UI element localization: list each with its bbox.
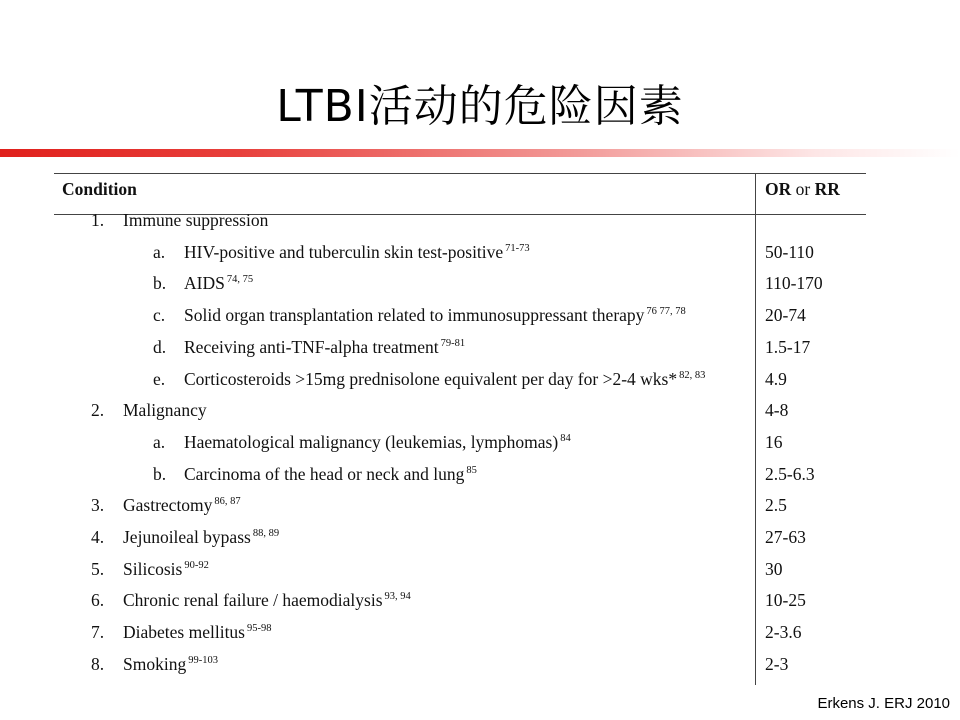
row-or-rr-value: 30 (765, 558, 783, 579)
reference-superscript: 86, 87 (214, 496, 241, 508)
table-row (54, 273, 866, 301)
reference-superscript: 99-103 (188, 654, 218, 666)
reference-superscript: 95-98 (247, 623, 272, 635)
row-or-rr-value: 1.5-17 (765, 336, 811, 357)
row-number: 2. (91, 400, 105, 421)
table-header (54, 173, 866, 215)
row-condition (123, 590, 411, 611)
condition-text: Gastrectomy (123, 495, 213, 516)
row-number: b. (153, 463, 167, 484)
table-row (54, 464, 866, 492)
table-row (54, 337, 866, 365)
table-row (54, 495, 866, 523)
slide-title: LTBI活动的危险因素 (276, 81, 684, 132)
reference-superscript: 76 77, 78 (646, 306, 686, 318)
reference-superscript: 82, 83 (679, 369, 706, 381)
row-or-rr-value: 27-63 (765, 527, 806, 547)
row-condition (184, 337, 465, 358)
header-or-joiner: or (791, 179, 815, 199)
row-condition (184, 242, 530, 263)
row-condition (123, 527, 279, 548)
header-condition: Condition (62, 179, 137, 199)
header-or: OR (765, 179, 792, 199)
row-or-rr-value: 4-8 (765, 400, 789, 421)
reference-superscript: 79-81 (440, 337, 466, 349)
source-citation: Erkens J. ERJ 2010 (817, 695, 950, 712)
condition-text: Solid organ transplantation related to immunosuppressant therapy (184, 305, 645, 326)
row-condition (123, 495, 241, 516)
condition-text: Carcinoma of the head or neck and lung (184, 463, 465, 484)
condition-text: AIDS (184, 273, 225, 294)
table-row (54, 210, 866, 238)
row-or-rr-value: 16 (765, 431, 783, 452)
reference-superscript: 90-92 (184, 559, 209, 571)
row-number: 3. (91, 495, 105, 516)
row-or-rr-value: 20-74 (765, 305, 806, 326)
condition-text: Smoking (123, 653, 187, 674)
row-number: 5. (91, 558, 105, 579)
row-condition (123, 559, 209, 580)
condition-text: HIV-positive and tuberculin skin test-positive (184, 241, 504, 262)
row-condition (123, 210, 268, 231)
row-condition (123, 622, 272, 643)
condition-text: Immune suppression (123, 210, 269, 230)
row-number: a. (153, 241, 166, 262)
row-number: 6. (91, 590, 105, 611)
condition-text: Corticosteroids >15mg prednisolone equivalent per day for >2-4 wks* (184, 368, 678, 389)
row-condition (123, 400, 207, 421)
row-or-rr-value: 2.5-6.3 (765, 463, 815, 484)
condition-text: Malignancy (123, 400, 207, 421)
row-condition (184, 273, 253, 294)
condition-text: Receiving anti-TNF-alpha treatment (184, 336, 439, 357)
row-number: 4. (91, 527, 105, 547)
condition-text: Chronic renal failure / haemodialysis (123, 590, 383, 611)
row-number: b. (153, 273, 167, 294)
row-number: 8. (91, 653, 105, 674)
row-or-rr-value: 2-3 (765, 653, 789, 674)
row-or-rr-value: 4.9 (765, 368, 787, 389)
row-condition (123, 654, 218, 675)
table-row (54, 432, 866, 460)
row-or-rr-value: 2-3.6 (765, 622, 802, 643)
condition-text: Silicosis (123, 558, 183, 579)
reference-superscript: 93, 94 (384, 591, 411, 603)
table-row (54, 242, 866, 270)
row-number: 7. (91, 622, 105, 643)
table-row (54, 654, 866, 682)
row-or-rr-value: 110-170 (765, 273, 823, 294)
row-condition (184, 369, 705, 390)
row-condition (184, 464, 477, 485)
condition-text: Jejunoileal bypass (123, 527, 251, 547)
row-number: e. (153, 368, 166, 389)
reference-superscript: 88, 89 (252, 528, 280, 539)
row-condition (184, 432, 571, 453)
row-number: c. (153, 305, 166, 326)
header-rr: RR (814, 179, 840, 199)
condition-text: Haematological malignancy (leukemias, lymphomas) (184, 431, 559, 452)
table-row (54, 590, 866, 618)
row-or-rr-value: 50-110 (765, 241, 814, 262)
title-divider-rule (0, 149, 960, 157)
table-row (54, 400, 866, 428)
reference-superscript: 74, 75 (226, 274, 254, 286)
condition-text: Diabetes mellitus (123, 622, 245, 643)
table-row (54, 622, 866, 650)
reference-superscript: 85 (466, 464, 477, 476)
reference-superscript: 84 (560, 432, 571, 444)
row-or-rr-value: 2.5 (765, 495, 787, 516)
table-row (54, 369, 866, 397)
row-number: 1. (91, 210, 105, 230)
row-condition (184, 305, 686, 326)
table-row (54, 559, 866, 587)
table-row (54, 305, 866, 333)
table-row (54, 527, 866, 555)
row-or-rr-value: 10-25 (765, 590, 806, 611)
row-number: a. (153, 431, 166, 452)
reference-superscript: 71-73 (505, 242, 530, 254)
row-number: d. (153, 336, 167, 357)
header-or-rr (765, 179, 840, 200)
